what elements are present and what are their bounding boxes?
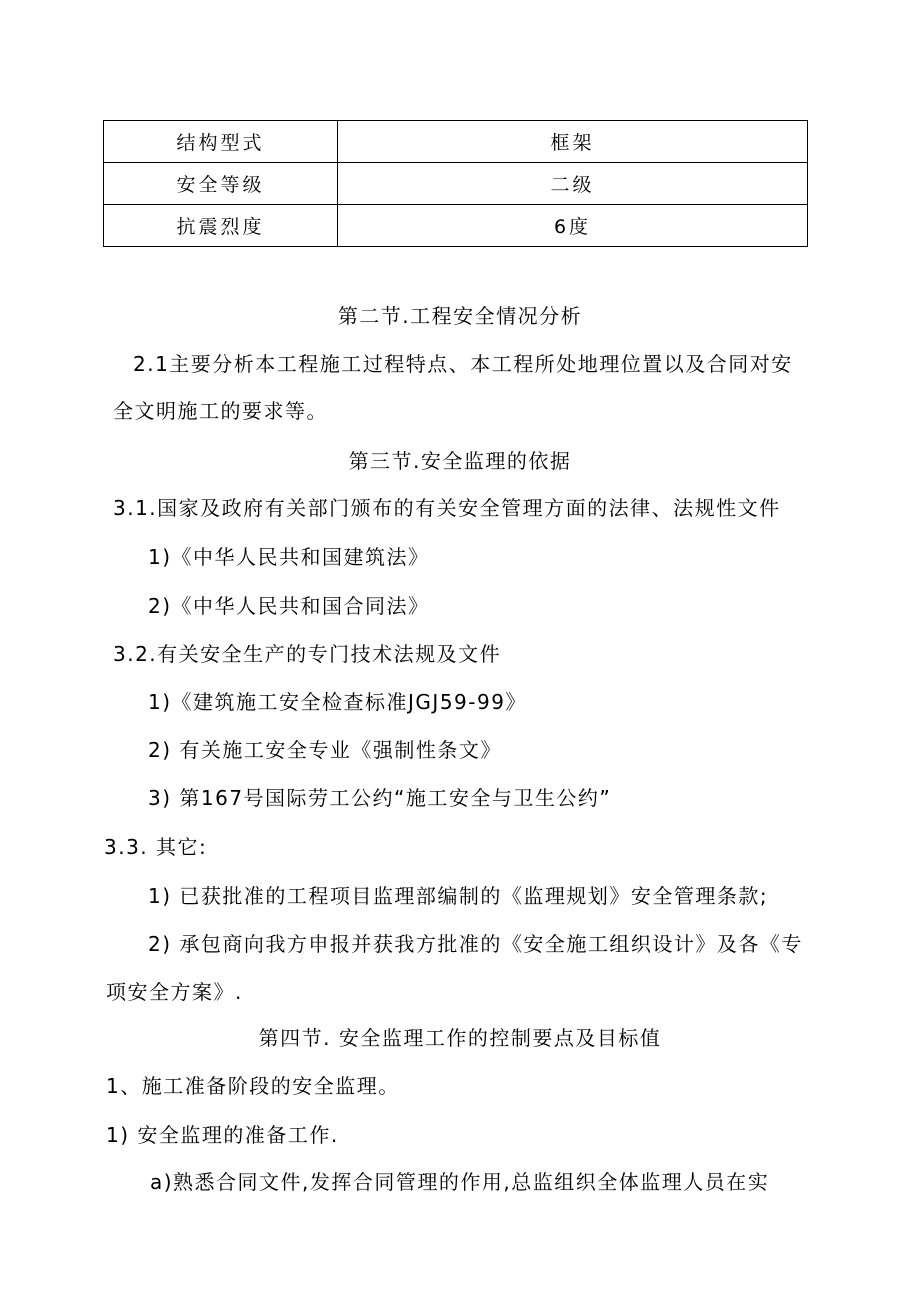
list-item-continuation: 项安全方案》. <box>106 980 243 1004</box>
table-row <box>104 121 808 163</box>
list-item: 3) 第167号国际劳工公约“施工安全与卫生公约” <box>148 786 612 810</box>
table-cell-value: 二级 <box>338 163 808 205</box>
project-spec-table <box>103 120 808 247</box>
list-heading: 3.1.国家及政府有关部门颁布的有关安全管理方面的法律、法规性文件 <box>113 496 781 520</box>
list-heading: 3.2.有关安全生产的专门技术法规及文件 <box>113 642 502 666</box>
table-cell-value: 框架 <box>338 121 808 163</box>
table-row <box>104 205 808 247</box>
section-3-heading: 第三节.安全监理的依据 <box>348 449 572 473</box>
section-2-heading: 第二节.工程安全情况分析 <box>337 304 583 328</box>
list-item: 1)《建筑施工安全检查标准JGJ59-99》 <box>148 690 527 714</box>
list-item: 1) 已获批准的工程项目监理部编制的《监理规划》安全管理条款; <box>148 884 769 908</box>
list-item: 1) 安全监理的准备工作. <box>106 1123 339 1147</box>
list-heading: 1、施工准备阶段的安全监理。 <box>106 1074 400 1098</box>
list-item: 1)《中华人民共和国建筑法》 <box>148 545 430 569</box>
table-cell-label: 结构型式 <box>104 121 338 163</box>
list-item: 2) 承包商向我方申报并获我方批准的《安全施工组织设计》及各《专 <box>148 932 803 956</box>
list-heading: 3.3. 其它: <box>104 835 208 859</box>
list-item: a)熟悉合同文件,发挥合同管理的作用,总监组织全体监理人员在实 <box>150 1170 770 1194</box>
paragraph-line: 全文明施工的要求等。 <box>113 399 328 423</box>
list-item: 2)《中华人民共和国合同法》 <box>148 594 430 618</box>
section-4-heading: 第四节. 安全监理工作的控制要点及目标值 <box>258 1026 662 1050</box>
list-item: 2) 有关施工安全专业《强制性条文》 <box>148 738 502 762</box>
table-cell-label: 抗震烈度 <box>104 205 338 247</box>
table-cell-label: 安全等级 <box>104 163 338 205</box>
table-cell-value: 6度 <box>338 205 808 247</box>
paragraph-line: 2.1主要分析本工程施工过程特点、本工程所处地理位置以及合同对安 <box>133 352 793 376</box>
table-row <box>104 163 808 205</box>
